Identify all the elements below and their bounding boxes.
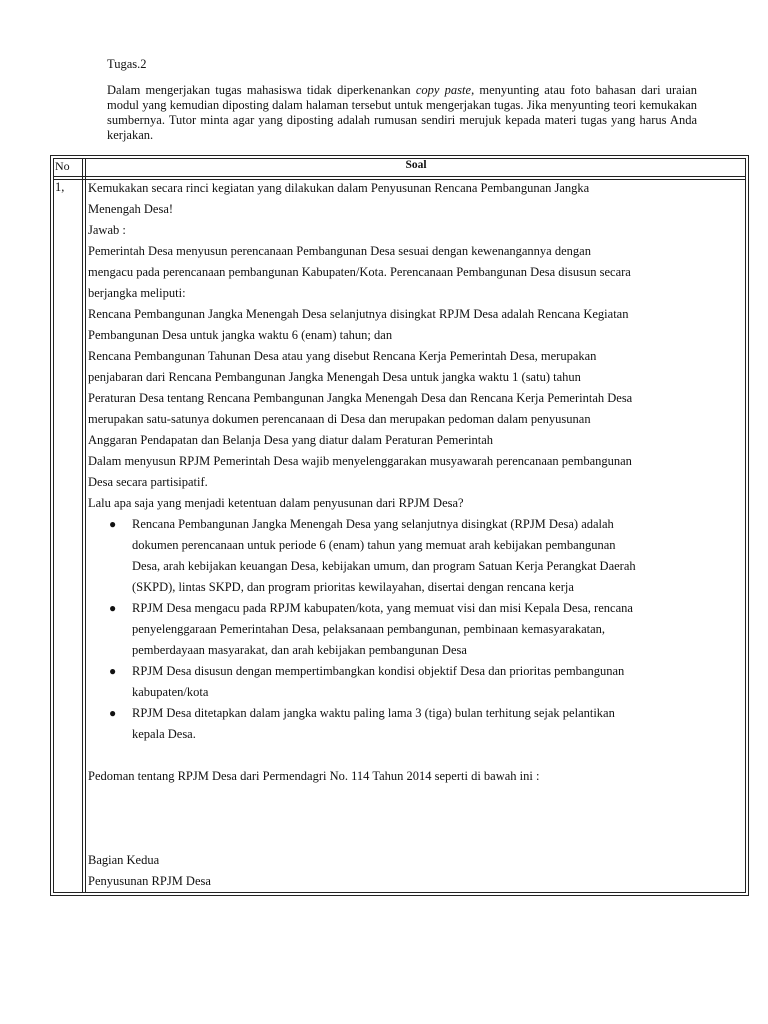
list-item — [88, 514, 748, 598]
bullet-icon: ● — [109, 706, 117, 720]
list-item-line: penyelenggaraan Pemerintahan Desa, pelaksanaan pembangunan, pembinaan kemasyarakatan, — [132, 622, 606, 636]
list-item-line: pemberdayaan masyarakat, dan arah kebijakan pembangunan Desa — [132, 643, 467, 657]
column-divider — [82, 158, 83, 893]
answer-line: berjangka meliputi: — [88, 286, 186, 300]
instructions-text-1: Dalam mengerjakan tugas mahasiswa tidak diperkenankan — [107, 83, 416, 97]
section-heading: Bagian Kedua — [88, 853, 160, 867]
list-item — [88, 598, 748, 661]
instructions-text-2: , menyunting atau foto bahasan dari uraian modul yang kemudian diposting dalam halaman tersebut untuk mengerjakan tugas. Jika menyunting teori kemukakan sumbernya. Tutor minta agar yang diposting adalah rumusan sendiri merujuk kepada materi tugas yang harus Anda kerjakan. — [107, 83, 697, 142]
bullet-icon: ● — [109, 517, 117, 531]
answer-line: Pemerintah Desa menyusun perencanaan Pembangunan Desa sesuai dengan kewenangannya dengan — [88, 244, 591, 258]
list-item-line: kepala Desa. — [132, 727, 196, 741]
answer-line: Rencana Pembangunan Jangka Menengah Desa selanjutnya disingkat RPJM Desa adalah Rencana Kegiatan — [88, 307, 629, 321]
bullet-icon: ● — [109, 664, 117, 678]
answer-line: Desa secara partisipatif. — [88, 475, 208, 489]
bullet-icon: ● — [109, 601, 117, 615]
answer-line: Dalam menyusun RPJM Pemerintah Desa wajib menyelenggarakan musyawarah perencanaan pembangunan — [88, 454, 632, 468]
answer-line: Peraturan Desa tentang Rencana Pembangunan Jangka Menengah Desa dan Rencana Kerja Pemerintah Desa — [88, 391, 633, 405]
column-divider-double — [85, 158, 86, 893]
answer-content — [88, 178, 748, 892]
provisions-list — [88, 514, 748, 745]
question-line: Kemukakan secara rinci kegiatan yang dilakukan dalam Penyusunan Rencana Pembangunan Jangka — [88, 181, 590, 195]
row-number: 1, — [55, 180, 65, 194]
column-header-soal: Soal — [405, 159, 427, 171]
instructions-italic: copy paste — [415, 83, 472, 97]
pedoman-line: Pedoman tentang RPJM Desa dari Permendagri No. 114 Tahun 2014 seperti di bawah ini : — [88, 769, 540, 783]
answer-line: Pembangunan Desa untuk jangka waktu 6 (enam) tahun; dan — [88, 328, 393, 342]
answer-label: Jawab : — [88, 223, 126, 237]
answer-line: merupakan satu-satunya dokumen perencanaan di Desa dan merupakan pedoman dalam penyusunan — [88, 412, 591, 426]
answer-line: penjabaran dari Rencana Pembangunan Jangka Menengah Desa untuk jangka waktu 1 (satu) tahun — [88, 370, 581, 384]
list-item-line: (SKPD), lintas SKPD, dan program prioritas kewilayahan, disertai dengan rencana kerja — [132, 580, 574, 594]
list-item-line: Desa, arah kebijakan keuangan Desa, kebijakan umum, dan program Satuan Kerja Perangkat Daerah — [132, 559, 636, 573]
answer-line: Rencana Pembangunan Tahunan Desa atau yang disebut Rencana Kerja Pemerintah Desa, merupakan — [88, 349, 597, 363]
list-item — [88, 703, 748, 745]
assignment-title: Tugas.2 — [107, 57, 147, 71]
list-item-line: RPJM Desa mengacu pada RPJM kabupaten/kota, yang memuat visi dan misi Kepala Desa, rencana — [132, 601, 633, 615]
list-item-line: RPJM Desa disusun dengan mempertimbangkan kondisi objektif Desa dan prioritas pembangunan — [132, 664, 625, 678]
answer-line: Anggaran Pendapatan dan Belanja Desa yang diatur dalam Peraturan Pemerintah — [88, 433, 494, 447]
answer-line: mengacu pada perencanaan pembangunan Kabupaten/Kota. Perencanaan Pembangunan Desa disusun secara — [88, 265, 631, 279]
list-item-line: RPJM Desa ditetapkan dalam jangka waktu paling lama 3 (tiga) bulan terhitung sejak pelantikan — [132, 706, 615, 720]
answer-line: Lalu apa saja yang menjadi ketentuan dalam penyusunan dari RPJM Desa? — [88, 496, 464, 510]
list-item — [88, 661, 748, 703]
question-line: Menengah Desa! — [88, 202, 174, 216]
instructions-paragraph — [107, 83, 697, 143]
section-subheading: Penyusunan RPJM Desa — [88, 874, 211, 888]
blank-space — [88, 787, 748, 850]
blank-line — [88, 745, 748, 766]
column-header-no: No — [55, 159, 70, 173]
header-divider — [53, 176, 746, 177]
list-item-line: Rencana Pembangunan Jangka Menengah Desa yang selanjutnya disingkat (RPJM Desa) adalah — [132, 517, 614, 531]
list-item-line: kabupaten/kota — [132, 685, 209, 699]
list-item-line: dokumen perencanaan untuk periode 6 (enam) tahun yang memuat arah kebijakan pembangunan — [132, 538, 616, 552]
